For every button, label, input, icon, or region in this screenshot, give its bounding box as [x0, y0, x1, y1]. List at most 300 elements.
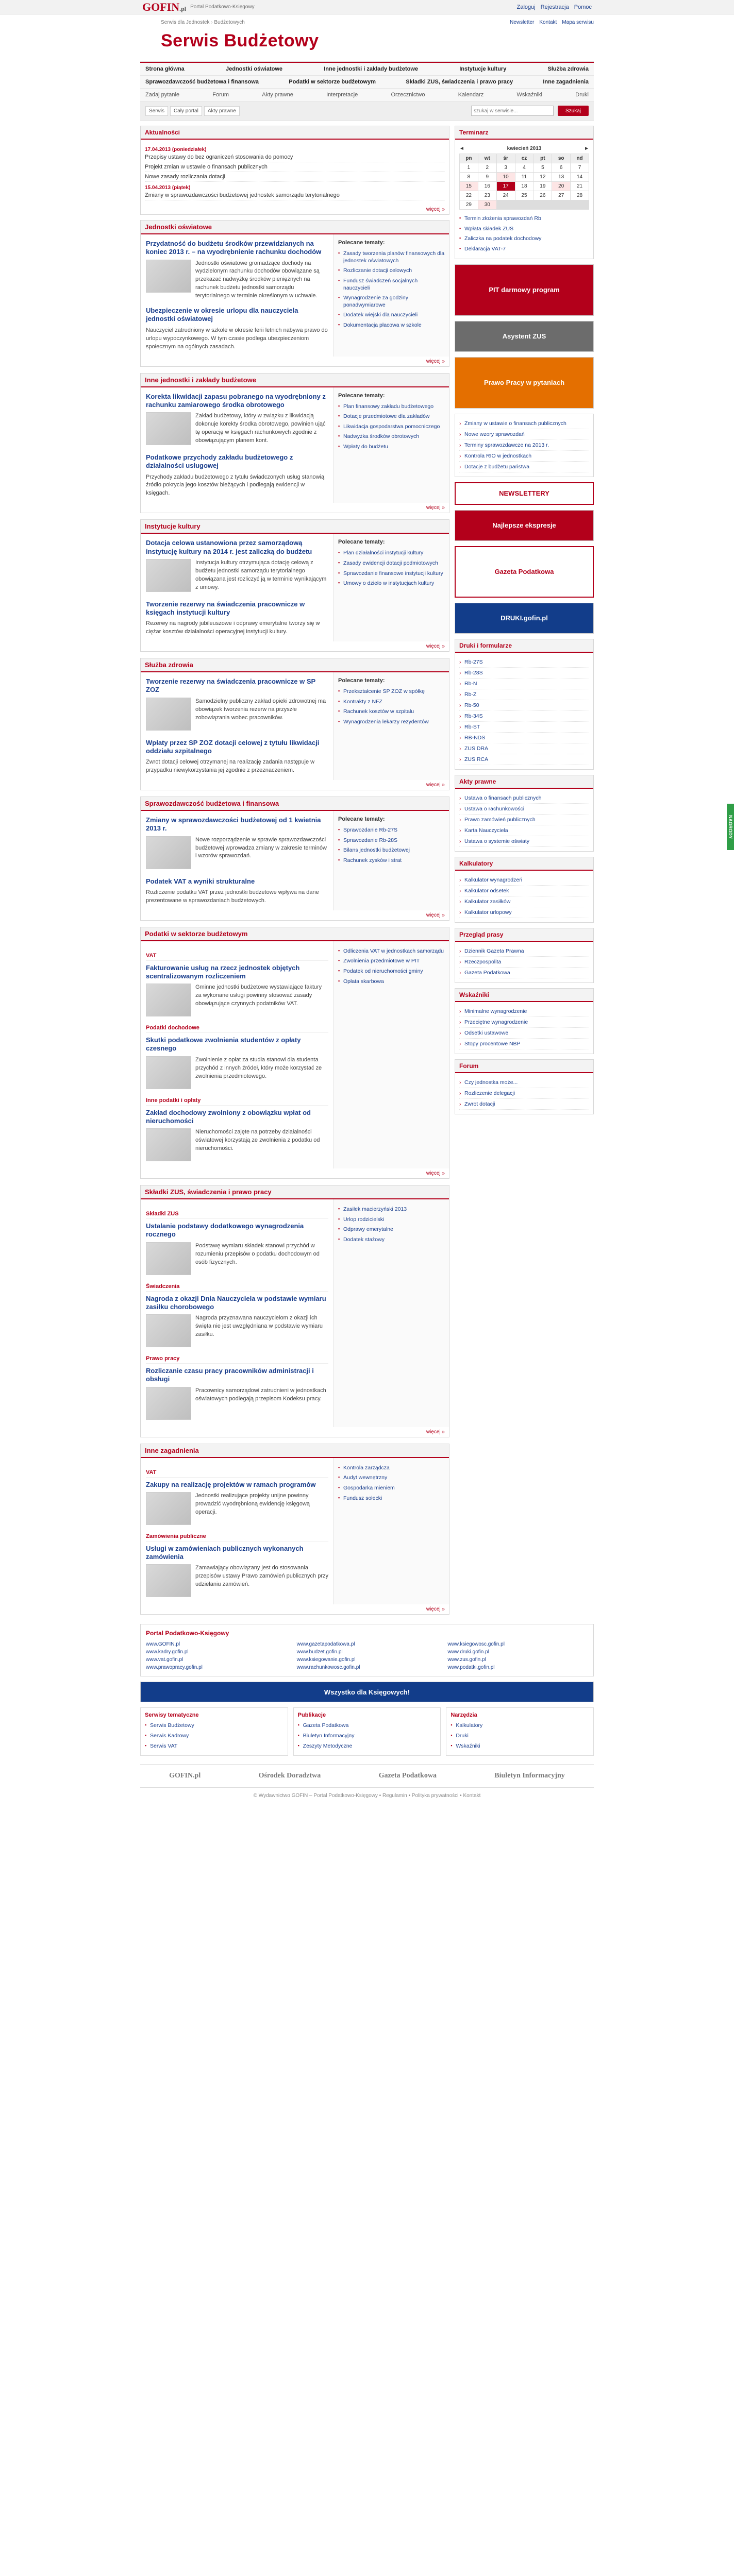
section-links — [334, 811, 449, 910]
bottom-column-list — [451, 1721, 589, 1751]
form-link[interactable]: › Rb-N — [459, 679, 589, 689]
calendar-event[interactable]: ▪ Termin złożenia sprawozdań Rb — [459, 214, 589, 224]
section-more-link[interactable]: więcej » — [426, 358, 445, 364]
topic-link[interactable]: ▪ Bilans jednostki budżetowej — [338, 845, 445, 856]
search-button[interactable]: Szukaj — [558, 106, 589, 116]
article-title[interactable]: Przydatność do budżetu środków przewidzianych na koniec 2013 r. – na wyodrębnienie rachunku dochodów — [146, 240, 322, 256]
article-thumbnail[interactable] — [146, 1492, 191, 1525]
forum-link[interactable]: › Zwrot dotacji — [459, 1099, 589, 1110]
topic-link[interactable]: ▪ Rachunek zysków i strat — [338, 856, 445, 866]
links-heading: Polecane tematy: — [338, 539, 385, 546]
footer-logo[interactable]: Gazeta Podatkowa — [378, 1772, 437, 1780]
nav-rulings[interactable]: Orzecznictwo — [391, 92, 425, 98]
topic-link[interactable]: ▪ Fundusz świadczeń socjalnych nauczycieli — [338, 276, 445, 293]
section-body — [141, 234, 449, 357]
calendar-day[interactable]: 10 — [497, 173, 515, 181]
article-title[interactable]: Dotacja celowa ustanowiona przez samorządową instytucję kultury na 2014 r. jest zaliczką do budżetu — [146, 539, 312, 555]
top-bar — [0, 0, 734, 14]
awards-side-tab[interactable]: NAGRODY — [727, 804, 734, 850]
form-link[interactable]: › Rb-50 — [459, 700, 589, 711]
article-lead: Zwolnienie z opłat za studia stanowi dla studenta przychód z innych źródeł, który może korzystać ze zwolnienia przedmiotowego. — [195, 1056, 322, 1079]
bottom-link[interactable]: ▪ Biuletyn Informacyjny — [298, 1731, 437, 1741]
news-date: 15.04.2013 (piątek) — [145, 185, 191, 191]
nav-schools[interactable]: Jednostki oświatowe — [226, 66, 283, 72]
act-link[interactable]: › Karta Nauczyciela — [459, 825, 589, 836]
news-box — [140, 126, 449, 215]
header-links — [510, 20, 594, 25]
article-secondary — [146, 739, 328, 775]
newsletter-link[interactable]: Newsletter — [510, 20, 535, 25]
section-more-link[interactable]: więcej » — [426, 782, 445, 788]
topic-link[interactable]: ▪ Dokumentacja płacowa w szkole — [338, 320, 445, 331]
press-link[interactable]: › Dziennik Gazeta Prawna — [459, 946, 589, 957]
page — [140, 14, 594, 1804]
calendar-day[interactable]: 3 — [497, 163, 515, 172]
topic-link[interactable]: ▪ Audyt wewnętrzny — [338, 1473, 445, 1483]
acts-box — [455, 775, 594, 852]
subsection-label[interactable]: Inne podatki i opłaty — [146, 1097, 328, 1106]
bottom-link[interactable]: ▪ Gazeta Podatkowa — [298, 1721, 437, 1731]
topic-link[interactable]: ▪ Odliczenia VAT w jednostkach samorządu — [338, 946, 445, 957]
nav-reporting[interactable]: Sprawozdawczość budżetowa i finansowa — [145, 79, 259, 85]
bottom-link[interactable]: ▪ Druki — [451, 1731, 589, 1741]
bottom-link[interactable]: ▪ Serwis Budżetowy — [145, 1721, 283, 1731]
indicators-list — [459, 1006, 589, 1049]
calculator-link[interactable]: › Kalkulator wynagrodzeń — [459, 875, 589, 886]
nav-home[interactable]: Strona główna — [145, 66, 185, 72]
bottom-column — [446, 1707, 594, 1756]
newsletter-banner[interactable]: NEWSLETTERY — [455, 482, 594, 505]
topic-link[interactable]: ▪ Przekształcenie SP ZOZ w spółkę — [338, 687, 445, 697]
article-title[interactable]: Rozliczanie czasu pracy pracowników administracji i obsługi — [146, 1367, 314, 1383]
nav-zus[interactable]: Składki ZUS, świadczenia i prawo pracy — [406, 79, 513, 85]
calculator-link[interactable]: › Kalkulator odsetek — [459, 886, 589, 896]
article-title[interactable]: Skutki podatkowe zwolnienia studentów z opłaty czesnego — [146, 1036, 301, 1053]
section-articles — [141, 234, 334, 357]
links-list — [338, 249, 445, 331]
side-news-item[interactable]: › Nowe wzory sprawozdań — [459, 429, 589, 440]
indicators-box — [455, 988, 594, 1054]
breadcrumb-item[interactable]: Serwis dla Jednostek — [161, 20, 210, 25]
section-articles — [141, 672, 334, 780]
topic-link[interactable]: ▪ Zasiłek macierzyński 2013 — [338, 1205, 445, 1215]
topic-link[interactable]: ▪ Kontrola zarządcza — [338, 1463, 445, 1473]
portal-link[interactable]: www.zus.gofin.pl — [447, 1657, 486, 1663]
calendar-day[interactable]: 15 — [460, 182, 478, 191]
section-title[interactable]: Podatki w sektorze budżetowym — [141, 927, 449, 941]
calendar-event[interactable]: ▪ Wpłata składek ZUS — [459, 224, 589, 234]
indicator-link[interactable]: › Odsetki ustawowe — [459, 1028, 589, 1039]
subsection-label[interactable]: VAT — [146, 953, 328, 961]
links-list — [338, 687, 445, 727]
section-more-link[interactable]: więcej » — [426, 912, 445, 918]
main-column — [140, 126, 449, 1621]
article-title[interactable]: Zakupy na realizację projektów w ramach programów — [146, 1480, 316, 1488]
calendar-day[interactable]: 20 — [552, 182, 570, 191]
nav-forum[interactable]: Forum — [212, 92, 229, 98]
promo-banner[interactable]: Najlepsze ekspresje — [455, 510, 594, 541]
topic-link[interactable]: ▪ Wynagrodzenia lekarzy rezydentów — [338, 717, 445, 727]
portal-link[interactable]: www.kadry.gofin.pl — [146, 1649, 189, 1655]
calendar-day[interactable]: 17 — [497, 182, 515, 191]
topic-link[interactable]: ▪ Zwolnienia przedmiotowe w PIT — [338, 956, 445, 967]
content-section — [140, 658, 449, 790]
press-link[interactable]: › Rzeczpospolita — [459, 957, 589, 968]
section-more-link[interactable]: więcej » — [426, 1171, 445, 1177]
indicators-title: Wskaźniki — [455, 989, 593, 1002]
calendar-day[interactable]: 30 — [478, 200, 496, 209]
druki-banner[interactable]: DRUKI.gofin.pl — [455, 603, 594, 634]
section-body — [141, 672, 449, 780]
register-link[interactable]: Rejestracja — [540, 4, 569, 10]
pit-banner[interactable]: PIT darmowy program — [455, 264, 594, 316]
article-thumbnail[interactable] — [146, 1128, 191, 1161]
topic-link[interactable]: ▪ Opłata skarbowa — [338, 977, 445, 987]
help-link[interactable]: Pomoc — [574, 4, 592, 10]
article-lead: Zamawiający obowiązany jest do stosowania przepisów ustawy Prawo zamówień publicznych przy udzielaniu zamówień. — [195, 1565, 328, 1588]
calendar-day[interactable]: 7 — [571, 163, 589, 172]
section-title[interactable]: Składki ZUS, świadczenia i prawo pracy — [141, 1185, 449, 1199]
press-link[interactable]: › Gazeta Podatkowa — [459, 968, 589, 978]
article-thumbnail[interactable] — [146, 698, 191, 731]
topic-link[interactable]: ▪ Zasady ewidencji dotacji podmiotowych — [338, 558, 445, 569]
druki-title: Druki i formularze — [455, 639, 593, 653]
calendar-day[interactable]: 13 — [552, 173, 570, 181]
topic-link[interactable]: ▪ Plan finansowy zakładu budżetowego — [338, 402, 445, 412]
section-links — [334, 387, 449, 503]
article-title[interactable]: Zmiany w sprawozdawczości budżetowej od 1 kwietnia 2013 r. — [146, 816, 321, 833]
news-more-link[interactable]: więcej » — [426, 207, 445, 212]
nav-other-units[interactable]: Inne jednostki i zakłady budżetowe — [324, 66, 419, 72]
news-item[interactable]: Przepisy ustawy do bez ograniczeń stosowania do pomocy — [145, 152, 445, 162]
press-list — [459, 946, 589, 978]
form-link[interactable]: › Rb-ST — [459, 722, 589, 733]
bottom-banner[interactable]: Wszystko dla Księgowych! — [140, 1682, 594, 1702]
portal-link[interactable]: www.vat.gofin.pl — [146, 1657, 184, 1663]
article-text: Przychody zakładu budżetowego z tytułu świadczonych usług stanowią źródło pokrycia jego kosztów bieżących i podlegają ewidencji w księgach. — [146, 473, 325, 497]
section-title[interactable]: Służba zdrowia — [141, 658, 449, 672]
side-news-item[interactable]: › Dotacje z budżetu państwa — [459, 462, 589, 472]
calendar-weekday: pn — [460, 154, 478, 163]
form-link[interactable]: › RB-NDS — [459, 733, 589, 743]
subsection-label[interactable]: Składki ZUS — [146, 1211, 328, 1219]
next-month-icon[interactable]: ► — [584, 146, 589, 151]
calendar-day[interactable]: 16 — [478, 182, 496, 191]
nav-acts[interactable]: Akty prawne — [262, 92, 293, 98]
calendar-day[interactable]: 4 — [515, 163, 533, 172]
form-link[interactable]: › Rb-Z — [459, 689, 589, 700]
topic-link[interactable]: ▪ Wynagrodzenie za godziny ponadwymiarowe — [338, 293, 445, 310]
portal-link[interactable]: www.GOFIN.pl — [146, 1641, 180, 1648]
article-thumbnail[interactable] — [146, 559, 191, 592]
form-link[interactable]: › Rb-34S — [459, 711, 589, 722]
form-link[interactable]: › Rb-27S — [459, 657, 589, 668]
topic-link[interactable]: ▪ Kontrakty z NFZ — [338, 697, 445, 707]
topic-link[interactable]: ▪ Gospodarka mieniem — [338, 1483, 445, 1494]
calculators-list — [459, 875, 589, 918]
topic-link[interactable]: ▪ Dotacje przedmiotowe dla zakładów — [338, 412, 445, 422]
portal-link[interactable]: www.druki.gofin.pl — [447, 1649, 489, 1655]
topic-link[interactable]: ▪ Wpłaty do budżetu — [338, 442, 445, 452]
article-thumbnail[interactable] — [146, 1242, 191, 1275]
article-title[interactable]: Podatek VAT a wyniki strukturalne — [146, 877, 255, 885]
footer-logo[interactable]: Ośrodek Doradztwa — [258, 1772, 321, 1780]
calendar-month: kwiecień 2013 — [507, 146, 542, 151]
gofin-logo[interactable]: GOFIN.pl — [142, 0, 187, 13]
forum-title: Forum — [455, 1060, 593, 1073]
side-news-item[interactable]: › Terminy sprawozdawcze na 2013 r. — [459, 440, 589, 451]
article-thumbnail[interactable] — [146, 1564, 191, 1597]
portal-link[interactable]: www.gazetapodatkowa.pl — [296, 1641, 355, 1648]
nav-forms[interactable]: Druki — [575, 92, 589, 98]
article-text — [146, 836, 328, 871]
bottom-link[interactable]: ▪ Zeszyty Metodyczne — [298, 1741, 437, 1752]
subsection-label[interactable]: VAT — [146, 1469, 328, 1478]
labor-law-banner[interactable]: Prawo Pracy w pytaniach — [455, 357, 594, 409]
calendar-day[interactable]: 28 — [571, 191, 589, 200]
portal-link[interactable]: www.prawopracy.gofin.pl — [146, 1665, 203, 1671]
nav-taxes[interactable]: Podatki w sektorze budżetowym — [289, 79, 376, 85]
breadcrumb-item[interactable]: › Budżetowych — [210, 20, 245, 25]
calendar-day[interactable]: 11 — [515, 173, 533, 181]
article-thumbnail[interactable] — [146, 836, 191, 869]
article-title[interactable]: Ustalanie podstawy dodatkowego wynagrodzenia rocznego — [146, 1222, 304, 1239]
article-lead: Pracownicy samorządowi zatrudnieni w jednostkach oświatowych podlegają przepisom Kodeksu pracy. — [195, 1387, 326, 1402]
nav-interpretations[interactable]: Interpretacje — [326, 92, 358, 98]
footer-logo[interactable]: Biuletyn Informacyjny — [494, 1772, 565, 1780]
article-title[interactable]: Nagroda z okazji Dnia Nauczyciela w podstawie wymiaru zasiłku chorobowego — [146, 1294, 326, 1311]
calendar-day[interactable]: 2 — [478, 163, 496, 172]
top-links — [517, 4, 592, 10]
article-text — [146, 559, 328, 594]
article-title[interactable]: Wpłaty przez SP ZOZ dotacji celowej z tytułu likwidacji oddziału szpitalnego — [146, 738, 320, 755]
topic-link[interactable]: ▪ Podatek od nieruchomości gminy — [338, 967, 445, 977]
calendar-day[interactable]: 18 — [515, 182, 533, 191]
act-link[interactable]: › Ustawa o finansach publicznych — [459, 793, 589, 804]
form-link[interactable]: › ZUS DRA — [459, 743, 589, 754]
topic-link[interactable]: ▪ Fundusz sołecki — [338, 1494, 445, 1504]
article-title[interactable]: Tworzenie rezerwy na świadczenia pracownicze w SP ZOZ — [146, 677, 315, 694]
calendar-day[interactable]: 24 — [497, 191, 515, 200]
section-title[interactable]: Jednostki oświatowe — [141, 221, 449, 234]
section-title[interactable]: Instytucje kultury — [141, 520, 449, 534]
calendar-day[interactable]: 1 — [460, 163, 478, 172]
acts-title: Akty prawne — [455, 775, 593, 789]
indicator-link[interactable]: › Minimalne wynagrodzenie — [459, 1006, 589, 1017]
act-link[interactable]: › Prawo zamówień publicznych — [459, 815, 589, 825]
calendar-day[interactable]: 5 — [533, 163, 552, 172]
portal-link[interactable]: www.ksiegowanie.gofin.pl — [296, 1657, 356, 1663]
section-title[interactable]: Sprawozdawczość budżetowa i finansowa — [141, 797, 449, 811]
indicator-link[interactable]: › Przeciętne wynagrodzenie — [459, 1017, 589, 1028]
topic-link[interactable]: ▪ Dodatek wiejski dla nauczycieli — [338, 310, 445, 320]
calendar-events — [459, 214, 589, 255]
zus-banner[interactable]: Asystent ZUS — [455, 321, 594, 352]
brand — [142, 1, 255, 14]
topic-link[interactable]: ▪ Rachunek kosztów w szpitalu — [338, 707, 445, 717]
article-text — [146, 1128, 328, 1163]
subsection-label[interactable]: Zamówienia publiczne — [146, 1533, 328, 1541]
topic-link[interactable]: ▪ Sprawozdanie Rb-27S — [338, 825, 445, 836]
prev-month-icon[interactable]: ◄ — [459, 146, 464, 151]
nav-indicators[interactable]: Wskaźniki — [516, 92, 543, 98]
calendar-weekday: pt — [533, 154, 552, 163]
article-thumbnail[interactable] — [146, 1314, 191, 1347]
article-title[interactable]: Podatkowe przychody zakładu budżetowego z działalności usługowej — [146, 453, 293, 470]
article-text — [146, 1387, 328, 1422]
article-thumbnail[interactable] — [146, 260, 191, 293]
calendar-day[interactable]: 14 — [571, 173, 589, 181]
druki-box — [455, 639, 594, 770]
calendar-day[interactable]: 23 — [478, 191, 496, 200]
contact-link[interactable]: Kontakt — [539, 20, 557, 25]
nav-calendar[interactable]: Kalendarz — [458, 92, 484, 98]
calculator-link[interactable]: › Kalkulator zasiłków — [459, 896, 589, 907]
news-item[interactable]: Projekt zmian w ustawie o finansach publicznych — [145, 162, 445, 172]
calendar-day[interactable]: 12 — [533, 173, 552, 181]
portals-box — [140, 1624, 594, 1676]
nav-health[interactable]: Służba zdrowia — [547, 66, 589, 72]
bottom-link[interactable]: ▪ Serwis Kadrowy — [145, 1731, 283, 1741]
section-articles — [141, 1458, 334, 1605]
section-title[interactable]: Inne zagadnienia — [141, 1444, 449, 1458]
form-link[interactable]: › Rb-28S — [459, 668, 589, 679]
calendar-weekday: wt — [478, 154, 496, 163]
topic-link[interactable]: ▪ Dodatek stażowy — [338, 1235, 445, 1245]
article-title[interactable]: Usługi w zamówieniach publicznych wykonanych zamówienia — [146, 1544, 304, 1561]
calendar-day[interactable]: 22 — [460, 191, 478, 200]
subsection-label[interactable]: Podatki dochodowe — [146, 1025, 328, 1033]
section-more-link[interactable]: więcej » — [426, 505, 445, 511]
portal-link[interactable]: www.podatki.gofin.pl — [447, 1665, 495, 1671]
form-link[interactable]: › ZUS RCA — [459, 754, 589, 765]
section-links — [334, 1458, 449, 1605]
topic-link[interactable]: ▪ Zasady tworzenia planów finansowych dla jednostek oświatowych — [338, 249, 445, 266]
nav-row-secondary — [140, 76, 594, 89]
calendar-weekday: cz — [515, 154, 533, 163]
subsection-label[interactable]: Prawo pracy — [146, 1355, 328, 1364]
calendar-day[interactable]: 6 — [552, 163, 570, 172]
calendar-day[interactable]: 8 — [460, 173, 478, 181]
portal-link[interactable]: www.ksiegowosc.gofin.pl — [447, 1641, 505, 1648]
article-title[interactable]: Fakturowanie usług na rzecz jednostek objętych scentralizowanym rozliczeniem — [146, 963, 300, 980]
article-thumbnail[interactable] — [146, 412, 191, 445]
article-title[interactable]: Zakład dochodowy zwolniony z obowiązku wpłat od nieruchomości — [146, 1108, 311, 1125]
article-title[interactable]: Korekta likwidacji zapasu pobranego na wyodrębniony z rachunku zamiarowego środka obrotowego — [146, 392, 326, 409]
side-news-item[interactable]: › Zmiany w ustawie o finansach publicznych — [459, 418, 589, 429]
bottom-link[interactable]: ▪ Wskaźniki — [451, 1741, 589, 1752]
bottom-column-title: Narzędzia — [451, 1712, 477, 1719]
search-tab[interactable]: Serwis — [145, 106, 168, 116]
calendar-day[interactable]: 19 — [533, 182, 552, 191]
press-box — [455, 928, 594, 983]
article-thumbnail[interactable] — [146, 1387, 191, 1420]
side-news-item[interactable]: › Kontrola RIO w jednostkach — [459, 451, 589, 462]
article-lead: Jednostki realizujące projekty unijne powinny prowadzić wyodrębnioną ewidencję księgową operacji. — [195, 1492, 310, 1515]
bottom-link[interactable]: ▪ Serwis VAT — [145, 1741, 283, 1752]
bottom-column-list — [298, 1721, 437, 1751]
calendar-day[interactable]: 27 — [552, 191, 570, 200]
article-thumbnail[interactable] — [146, 984, 191, 1016]
search-input[interactable] — [471, 106, 554, 116]
topic-link[interactable]: ▪ Plan działalności instytucji kultury — [338, 548, 445, 558]
topic-link[interactable]: ▪ Likwidacja gospodarstwa pomocniczego — [338, 422, 445, 432]
section-body — [141, 1199, 449, 1427]
nav-other[interactable]: Inne zagadnienia — [543, 79, 589, 85]
news-item[interactable]: Nowe zasady rozliczania dotacji — [145, 172, 445, 182]
article-text: Zwrot dotacji celowej otrzymanej na realizację zadania następuje w przypadku niewykorzystania jej zgodnie z przeznaczeniem. — [146, 759, 315, 774]
section-more-link[interactable]: więcej » — [426, 1429, 445, 1435]
portal-link[interactable]: www.rachunkowosc.gofin.pl — [296, 1665, 360, 1671]
nav-culture[interactable]: Instytucje kultury — [459, 66, 507, 72]
bottom-column — [140, 1707, 288, 1756]
topic-link[interactable]: ▪ Urlop rodzicielski — [338, 1215, 445, 1225]
portal-link[interactable]: www.budzet.gofin.pl — [296, 1649, 343, 1655]
calendar-day[interactable]: 9 — [478, 173, 496, 181]
article-text — [146, 1242, 328, 1277]
topic-link[interactable]: ▪ Odprawy emerytalne — [338, 1225, 445, 1235]
calendar-event[interactable]: ▪ Zaliczka na podatek dochodowy — [459, 234, 589, 244]
article-title[interactable]: Ubezpieczenie w okresie urlopu dla nauczyciela jednostki oświatowej — [146, 307, 298, 323]
nav-ask[interactable]: Zadaj pytanie — [145, 92, 180, 98]
topic-link[interactable]: ▪ Nadwyżka środków obrotowych — [338, 432, 445, 442]
tabbed-sections — [140, 927, 449, 1615]
forum-link[interactable]: › Rozliczenie delegacji — [459, 1088, 589, 1099]
login-link[interactable]: Zaloguj — [516, 4, 536, 10]
calculator-link[interactable]: › Kalkulator urlopowy — [459, 907, 589, 918]
article-text — [146, 260, 328, 301]
section-more-link[interactable]: więcej » — [426, 1606, 445, 1613]
content-section — [140, 1444, 449, 1615]
topic-link[interactable]: ▪ Rozliczanie dotacji celowych — [338, 266, 445, 276]
page-title: Serwis Budżetowy — [161, 31, 319, 50]
subsection-label[interactable]: Świadczenia — [146, 1283, 328, 1292]
section-articles — [141, 387, 334, 503]
section-more-link[interactable]: więcej » — [426, 643, 445, 650]
portals-title: Portal Podatkowo-Księgowy — [146, 1630, 229, 1637]
calculators-box — [455, 857, 594, 923]
news-item[interactable]: Zmiany w sprawozdawczości budżetowej jednostek samorządu terytorialnego — [145, 191, 445, 200]
act-link[interactable]: › Ustawa o rachunkowości — [459, 804, 589, 815]
gazeta-banner[interactable]: Gazeta Podatkowa — [455, 546, 594, 598]
content-section — [140, 220, 449, 367]
section-articles — [141, 941, 334, 1169]
act-link[interactable]: › Ustawa o systemie oświaty — [459, 836, 589, 847]
forum-link[interactable]: › Czy jednostka może... — [459, 1077, 589, 1088]
search-tab[interactable]: Cały portal — [170, 106, 202, 116]
topic-link[interactable]: ▪ Sprawozdanie Rb-28S — [338, 836, 445, 846]
section-title[interactable]: Inne jednostki i zakłady budżetowe — [141, 374, 449, 387]
calendar-day[interactable]: 25 — [515, 191, 533, 200]
calendar-day[interactable]: 29 — [460, 200, 478, 209]
article-title[interactable]: Tworzenie rezerwy na świadczenia pracownicze w księgach instytucji kultury — [146, 600, 305, 617]
indicator-link[interactable]: › Stopy procentowe NBP — [459, 1039, 589, 1049]
article-thumbnail[interactable] — [146, 1056, 191, 1089]
bottom-link[interactable]: ▪ Kalkulatory — [451, 1721, 589, 1731]
section-links — [334, 534, 449, 641]
bottom-column-title: Serwisy tematyczne — [145, 1712, 199, 1719]
topic-link[interactable]: ▪ Sprawozdanie finansowe instytucji kultury — [338, 569, 445, 579]
article-lead: Samodzielny publiczny zakład opieki zdrowotnej ma obowiązek tworzenia rezerw na przyszłe zobowiązania wobec pracowników. — [195, 698, 326, 721]
calendar-day[interactable]: 26 — [533, 191, 552, 200]
calendar-event[interactable]: ▪ Deklaracja VAT-7 — [459, 244, 589, 255]
footer-logo[interactable]: GOFIN.pl — [169, 1772, 201, 1780]
search-tab[interactable]: Akty prawne — [204, 106, 240, 116]
calendar-day[interactable]: 21 — [571, 182, 589, 191]
sitemap-link[interactable]: Mapa serwisu — [562, 20, 594, 25]
topic-link[interactable]: ▪ Umowy o dzieło w instytucjach kultury — [338, 579, 445, 589]
sidebar — [455, 126, 594, 1621]
